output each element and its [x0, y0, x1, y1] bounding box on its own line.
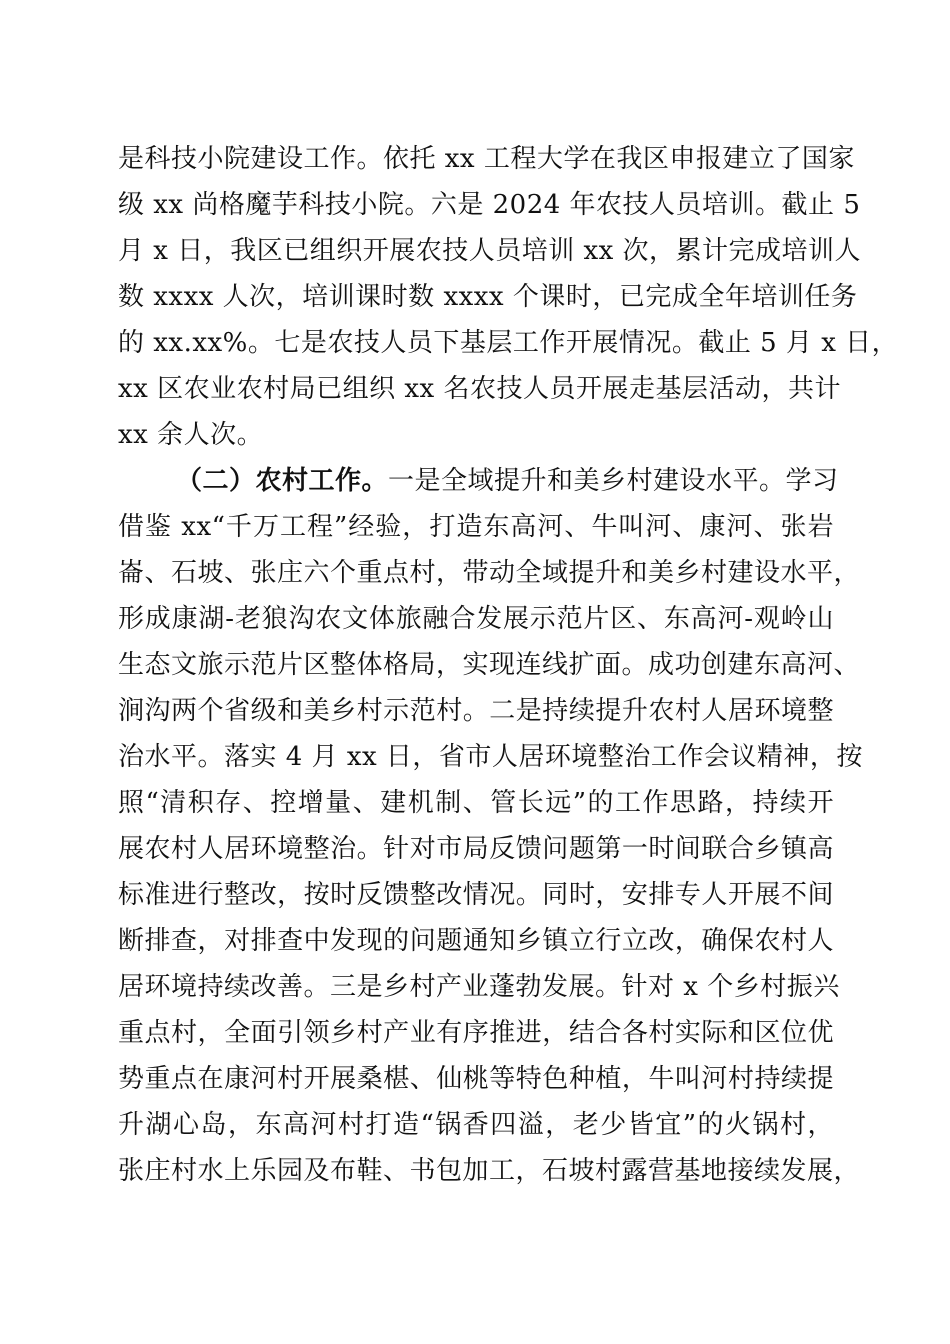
paragraph-2-line-10: 标准进行整改，按时反馈整改情况。同时，安排专人开展不间: [118, 880, 834, 910]
paragraph-2-line-14: 势重点在康河村开展桑椹、仙桃等特色种植，牛叫河村持续提: [118, 1064, 834, 1094]
paragraph-2-line-8: 照“清积存、控增量、建机制、管长远”的工作思路，持续开: [118, 788, 834, 818]
paragraph-1-line-3: 月 x 日，我区已组织开展农技人员培训 xx 次，累计完成培训人: [118, 236, 862, 266]
paragraph-2-line-15: 升湖心岛，东高河村打造“锅香四溢，老少皆宜”的火锅村，: [118, 1110, 834, 1140]
section-heading: （二）农村工作。: [176, 466, 389, 496]
paragraph-2-line-11: 断排查，对排查中发现的问题通知乡镇立行立改，确保农村人: [118, 926, 834, 956]
paragraph-2-line-1: [176, 458, 839, 504]
paragraph-2-line-13: 重点村，全面引领乡村产业有序推进，结合各村实际和区位优: [118, 1018, 834, 1048]
paragraph-2-line-12: 居环境持续改善。三是乡村产业蓬勃发展。针对 x 个乡村振兴: [118, 972, 840, 1002]
paragraph-2-line-4: 形成康湖-老狼沟农文体旅融合发展示范片区、东高河-观岭山: [118, 604, 834, 634]
paragraph-2-line-5: 生态文旅示范片区整体格局，实现连线扩面。成功创建东高河、: [118, 650, 861, 680]
paragraph-1-line-4: 数 xxxx 人次，培训课时数 xxxx 个课时，已完成全年培训任务: [118, 282, 858, 312]
paragraph-2-line-9: 展农村人居环境整治。针对市局反馈问题第一时间联合乡镇高: [118, 834, 834, 864]
paragraph-1-line-5: 的 xx.xx%。七是农技人员下基层工作开展情况。截止 5 月 x 日，: [118, 328, 899, 358]
paragraph-1-line-6: xx 区农业农村局已组织 xx 名农技人员开展走基层活动，共计: [118, 374, 841, 404]
paragraph-2-line-1-text: 一是全域提升和美乡村建设水平。学习: [388, 466, 839, 496]
paragraph-1-line-2: 级 xx 尚格魔芋科技小院。六是 2024 年农技人员培训。截止 5: [118, 190, 861, 220]
paragraph-2-line-2: 借鉴 xx“千万工程”经验，打造东高河、牛叫河、康河、张岩: [118, 512, 834, 542]
paragraph-2-line-3: 崙、石坡、张庄六个重点村，带动全域提升和美乡村建设水平，: [118, 558, 861, 588]
paragraph-1-line-1: 是科技小院建设工作。依托 xx 工程大学在我区申报建立了国家: [118, 144, 855, 174]
paragraph-2-line-6: 涧沟两个省级和美乡村示范村。二是持续提升农村人居环境整: [118, 696, 834, 726]
paragraph-2-line-16: 张庄村水上乐园及布鞋、书包加工，石坡村露营基地接续发展，: [118, 1156, 861, 1186]
paragraph-1-line-7: xx 余人次。: [118, 420, 264, 450]
paragraph-2-line-7: 治水平。落实 4 月 xx 日，省市人居环境整治工作会议精神，按: [118, 742, 863, 772]
